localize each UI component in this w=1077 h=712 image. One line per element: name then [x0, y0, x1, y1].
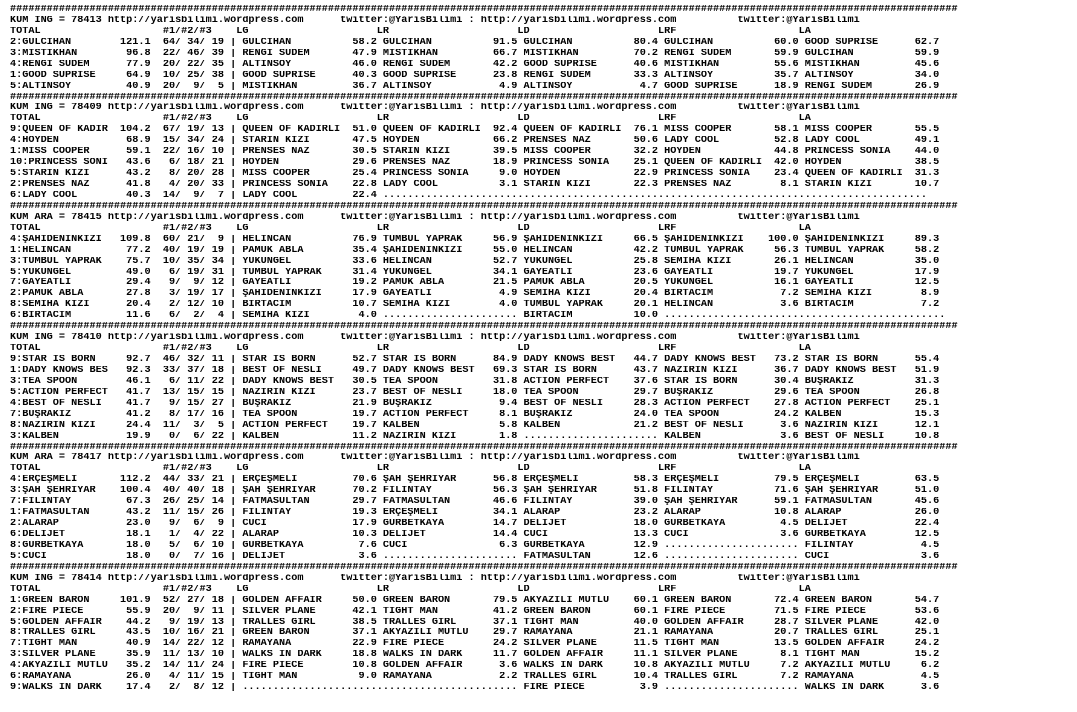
horse-row-line: 3:MISTIKHAN 96.8 22/ 46/ 39 | RENGİ SUDEM 47.9 MISTIKHAN 66.7 MISTIKHAN 70.2 RENGİ SUDEM 59.9 GÜLCİHAN 59.9: [10, 48, 940, 59]
horse-row-line: 8:SEMİHA KIZI 20.4 2/ 12/ 10 | BİRTACIM 10.7 SEMİHA KIZI 4.0 TUMBUL YAPRAK 20.1 HELİNCAN 3.6 BİRTACIM 7.2: [10, 300, 940, 311]
horse-row-line: 2:ALARAP 23.0 9/ 6/ 9 | CUCİ 17.9 GURBETKAYA 14.7 DELİJET 18.0 GURBETKAYA 4.5 DELİJET 22.4: [10, 519, 940, 530]
horse-row-line: 3:SILVER PLANE 35.9 11/ 13/ 10 | WALKS IN DARK 18.8 WALKS IN DARK 11.7 GOLDEN AFFAIR 11.1 SILVER PLANE 8.1 TIGHT MAN 15.2: [10, 650, 940, 661]
horse-row-line: 2:PAMUK ABLA 27.8 3/ 19/ 17 | ŞAHİDENİNKIZI 17.9 GAYEATLI 4.9 SEMİHA KIZI 20.4 BİRTACIM 7.2 SEMİHA KIZI 8.9: [10, 289, 940, 300]
horse-row-line: 5:YÜKÜNGEL 49.0 6/ 19/ 31 | TUMBUL YAPRAK 31.4 YÜKÜNGEL 34.1 GAYEATLI 23.6 GAYEATLI 19.7 YÜKÜNGEL 17.9: [10, 267, 940, 278]
column-header-line: TOTAL #1/#2/#3 LG LR LD LRF LA: [10, 223, 811, 234]
separator-line: ###########################################################################################################################################################: [10, 442, 958, 453]
horse-row-line: 7:GAYEATLI 29.4 9/ 9/ 12 | GAYEATLI 19.2 PAMUK ABLA 21.5 PAMUK ABLA 20.5 YÜKÜNGEL 16.1 GAYEATLI 12.5: [10, 278, 940, 289]
race-header-line: KUM ING = 78409 http://yarisbilimi.wordpress.com twitter:@YarisBilimi : http://yarisbilimi.wordpress.com twitter:@YarisBilimi: [10, 103, 860, 114]
horse-row-line: 7:BUŞRAKIZ 41.2 8/ 17/ 16 | TEA SPOON 19.7 ACTION PERFECT 8.1 BUŞRAKIZ 24.0 TEA SPOON 24.2 KALBEN 15.3: [10, 409, 940, 420]
column-header-line: TOTAL #1/#2/#3 LG LR LD LRF LA: [10, 114, 811, 125]
horse-row-line: 4:AKYAZILI MUTLU 35.2 14/ 11/ 24 | FIRE PIECE 10.8 GOLDEN AFFAIR 3.6 WALKS IN DARK 10.8 AKYAZILI MUTLU 7.2 AKYAZILI MUTLU 6.2: [10, 661, 940, 672]
separator-line: ###########################################################################################################################################################: [10, 201, 958, 212]
horse-row-line: 9:WALKS IN DARK 17.4 2/ 8/ 12 | ............................................. FIRE PIECE 3.9 ...................... WALKS IN DARK 3.6: [10, 683, 940, 694]
horse-row-line: 5:GOLDEN AFFAIR 44.2 9/ 19/ 13 | TRALLES GIRL 38.5 TRALLES GIRL 37.1 TIGHT MAN 40.0 GOLDEN AFFAIR 28.7 SILVER PLANE 42.0: [10, 617, 940, 628]
horse-row-line: 3:TUMBUL YAPRAK 75.7 10/ 35/ 34 | YÜKÜNGEL 33.6 HELİNCAN 52.7 YÜKÜNGEL 25.8 SEMİHA KIZI 26.1 HELİNCAN 35.0: [10, 256, 940, 267]
horse-row-line: 1:HELİNCAN 77.2 40/ 19/ 19 | PAMUK ABLA 35.4 ŞAHİDENİNKIZI 55.0 HELİNCAN 42.2 TUMBUL YAPRAK 56.3 TUMBUL YAPRAK 58.2: [10, 245, 940, 256]
horse-row-line: 6:RAMAYANA 26.0 4/ 11/ 15 | TIGHT MAN 9.0 RAMAYANA 2.2 TRALLES GIRL 10.4 TRALLES GIRL 7.2 RAMAYANA 4.5: [10, 672, 940, 683]
separator-line: ###########################################################################################################################################################: [10, 562, 958, 573]
race-header-line: KUM ING = 78413 http://yarisbilimi.wordpress.com twitter:@YarisBilimi : http://yarisbilimi.wordpress.com twitter:@YarisBilimi: [10, 15, 860, 26]
horse-row-line: 4:BEST OF NESLİ 41.7 9/ 15/ 27 | BUŞRAKIZ 21.9 BUŞRAKIZ 9.4 BEST OF NESLİ 28.3 ACTION PERFECT 27.8 ACTION PERFECT 25.1: [10, 398, 940, 409]
horse-row-line: 1:GREEN BARON 101.9 52/ 27/ 18 | GOLDEN AFFAIR 50.0 GREEN BARON 79.5 AKYAZILI MUTLU 60.1 GREEN BARON 72.4 GREEN BARON 54.7: [10, 595, 940, 606]
separator-line: ###########################################################################################################################################################: [10, 322, 958, 333]
horse-row-line: 4:HOYDEN 68.9 15/ 34/ 24 | STARIN KIZI 47.5 HOYDEN 66.2 PRENSES NAZ 50.6 LADY COOL 52.8 LADY COOL 49.1: [10, 136, 940, 147]
horse-row-line: 8:GURBETKAYA 18.0 5/ 6/ 10 | GURBETKAYA 7.6 CUCİ 6.3 GURBETKAYA 12.9 ...................... FİLİNTAY 4.5: [10, 540, 940, 551]
horse-row-line: 4:ŞAHİDENİNKIZI 109.8 60/ 21/ 9 | HELİNCAN 76.9 TUMBUL YAPRAK 56.9 ŞAHİDENİNKIZI 66.5 ŞAHİDENİNKIZI 100.0 ŞAHİDENİNKIZI 89.3: [10, 234, 940, 245]
separator-line: ###########################################################################################################################################################: [10, 5, 958, 15]
horse-row-line: 2:PRENSES NAZ 41.8 4/ 20/ 33 | PRINCESS SONIA 22.8 LADY COOL 3.1 STARIN KIZI 22.3 PRENSES NAZ 8.1 STARIN KIZI 10.7: [10, 180, 940, 190]
horse-row-line: 3:KALBEN 19.9 0/ 6/ 22 | KALBEN 11.2 NAZIRIN KIZI 1.8 ...................... KALBEN 3.6 BEST OF NESLİ 10.8: [10, 431, 940, 442]
column-header-line: TOTAL #1/#2/#3 LG LR LD LRF LA: [10, 344, 811, 355]
horse-row-line: 7:TIGHT MAN 40.9 14/ 22/ 12 | RAMAYANA 22.9 FIRE PIECE 24.2 SILVER PLANE 11.5 TIGHT MAN 13.5 GOLDEN AFFAIR 24.2: [10, 639, 940, 650]
horse-row-line: 9:STAR IS BORN 92.7 46/ 32/ 11 | STAR IS BORN 52.7 STAR IS BORN 84.9 DADY KNOWS BEST 44.7 DADY KNOWS BEST 73.2 STAR IS BORN 55.4: [10, 355, 940, 365]
horse-row-line: 6:LADY COOL 40.3 14/ 9/ 7 | LADY COOL 22.4 .........................................................................................: [10, 190, 928, 201]
horse-row-line: 1:DADY KNOWS BES 92.3 33/ 37/ 18 | BEST OF NESLİ 49.7 DADY KNOWS BEST 69.3 STAR IS BORN 43.7 NAZIRIN KIZI 36.7 DADY KNOWS BEST 51.9: [10, 365, 940, 376]
handicap-report-text: [10, 5, 1077, 694]
horse-row-line: 3:ŞAH ŞEHRİYAR 100.4 40/ 40/ 18 | ŞAH ŞEHRİYAR 70.2 FİLİNTAY 56.3 ŞAH ŞEHRİYAR 51.8 FİLİNTAY 71.6 ŞAH ŞEHRİYAR 51.0: [10, 486, 940, 497]
horse-row-line: 5:STARIN KIZI 43.2 8/ 20/ 28 | MISS COOPER 25.4 PRINCESS SONIA 9.0 HOYDEN 22.9 PRINCESS SONIA 23.4 QUEEN OF KADİRLİ 31.3: [10, 169, 940, 180]
horse-row-line: 3:TEA SPOON 46.1 6/ 11/ 22 | DADY KNOWS BEST 30.5 TEA SPOON 31.8 ACTION PERFECT 37.6 STAR IS BORN 30.4 BUŞRAKIZ 31.3: [10, 376, 940, 387]
horse-row-line: 10:PRINCESS SONI 43.6 6/ 18/ 21 | HOYDEN 29.6 PRENSES NAZ 18.9 PRINCESS SONIA 25.1 QUEEN OF KADİRLİ 42.0 HOYDEN 38.5: [10, 158, 940, 169]
horse-row-line: 6:DELİJET 18.1 1/ 4/ 22 | ALARAP 10.3 DELİJET 14.4 CUCİ 13.3 CUCİ 3.6 GURBETKAYA 12.5: [10, 530, 940, 540]
horse-row-line: 9:QUEEN OF KADİR 104.2 67/ 19/ 13 | QUEEN OF KADİRLİ 51.0 QUEEN OF KADİRLİ 92.4 QUEEN OF KADİRLİ 76.1 MISS COOPER 58.1 MISS COOPER 55.5: [10, 125, 940, 136]
column-header-line: TOTAL #1/#2/#3 LG LR LD LRF LA: [10, 584, 811, 595]
horse-row-line: 5:ACTION PERFECT 41.7 13/ 15/ 15 | NAZIRIN KIZI 23.7 BEST OF NESLİ 18.0 TEA SPOON 29.7 BUŞRAKIZ 29.6 TEA SPOON 26.8: [10, 387, 940, 398]
horse-row-line: 4:RENGİ SUDEM 77.9 20/ 22/ 35 | ALTINSOY 46.0 RENGİ SUDEM 42.2 GOOD SUPRISE 40.6 MISTIKHAN 55.6 MISTIKHAN 45.6: [10, 59, 940, 70]
horse-row-line: 6:BİRTACIM 11.6 6/ 2/ 4 | SEMİHA KIZI 4.0 ...................... BİRTACIM 10.0 ..............................................: [10, 311, 946, 322]
horse-row-line: 1:FATMASULTAN 43.2 11/ 15/ 26 | FİLİNTAY 19.3 ERÇEŞMELİ 34.1 ALARAP 23.2 ALARAP 10.8 ALARAP 26.0: [10, 508, 940, 519]
race-header-line: KUM ARA = 78417 http://yarisbilimi.wordpress.com twitter:@YarisBilimi : http://yarisbilimi.wordpress.com twitter:@YarisBilimi: [10, 453, 860, 464]
race-header-line: KUM ING = 78410 http://yarisbilimi.wordpress.com twitter:@YarisBilimi : http://yarisbilimi.wordpress.com twitter:@YarisBilimi: [10, 333, 860, 344]
horse-row-line: 5:CUCİ 18.0 0/ 7/ 16 | DELİJET 3.6 ...................... FATMASULTAN 12.6 ...................... CUCİ 3.6: [10, 551, 940, 562]
horse-row-line: 1:GOOD SUPRISE 64.9 10/ 25/ 38 | GOOD SUPRISE 40.3 GOOD SUPRISE 23.8 RENGİ SUDEM 33.3 ALTINSOY 35.7 ALTINSOY 34.0: [10, 70, 940, 81]
race-header-line: KUM ARA = 78415 http://yarisbilimi.wordpress.com twitter:@YarisBilimi : http://yarisbilimi.wordpress.com twitter:@YarisBilimi: [10, 212, 860, 223]
horse-row-line: 2:GÜLCİHAN 121.1 64/ 34/ 19 | GÜLCİHAN 58.2 GÜLCİHAN 91.5 GÜLCİHAN 80.4 GÜLCİHAN 60.0 GOOD SUPRISE 62.7: [10, 37, 940, 48]
race-header-line: KUM ING = 78414 http://yarisbilimi.wordpress.com twitter:@YarisBilimi : http://yarisbilimi.wordpress.com twitter:@YarisBilimi: [10, 573, 860, 584]
separator-line: ###########################################################################################################################################################: [10, 92, 958, 103]
horse-row-line: 2:FIRE PIECE 55.9 20/ 9/ 11 | SILVER PLANE 42.1 TIGHT MAN 41.2 GREEN BARON 60.1 FIRE PIECE 71.5 FIRE PIECE 53.6: [10, 606, 940, 617]
horse-row-line: 4:ERÇEŞMELİ 112.2 44/ 33/ 21 | ERÇEŞMELİ 70.6 ŞAH ŞEHRİYAR 56.8 ERÇEŞMELİ 58.3 ERÇEŞMELİ 79.5 ERÇEŞMELİ 63.5: [10, 475, 940, 486]
column-header-line: TOTAL #1/#2/#3 LG LR LD LRF LA: [10, 464, 811, 475]
horse-row-line: 8:TRALLES GIRL 43.5 10/ 16/ 21 | GREEN BARON 37.1 AKYAZILI MUTLU 29.7 RAMAYANA 21.1 RAMAYANA 20.7 TRALLES GIRL 25.1: [10, 628, 940, 639]
horse-row-line: 5:ALTINSOY 40.9 20/ 9/ 5 | MISTIKHAN 36.7 ALTINSOY 4.9 ALTINSOY 4.7 GOOD SUPRISE 18.9 RENGİ SUDEM 26.9: [10, 81, 940, 92]
horse-row-line: 7:FİLİNTAY 67.3 26/ 25/ 14 | FATMASULTAN 29.7 FATMASULTAN 46.6 FİLİNTAY 39.0 ŞAH ŞEHRİYAR 59.1 FATMASULTAN 45.6: [10, 497, 940, 508]
horse-row-line: 8:NAZIRIN KIZI 24.4 11/ 3/ 5 | ACTION PERFECT 19.7 KALBEN 5.8 KALBEN 21.2 BEST OF NESLİ 3.6 NAZIRIN KIZI 12.1: [10, 420, 940, 431]
horse-row-line: 1:MISS COOPER 59.1 22/ 16/ 10 | PRENSES NAZ 30.5 STARIN KIZI 39.5 MISS COOPER 32.2 HOYDEN 44.8 PRINCESS SONIA 44.0: [10, 147, 940, 158]
column-header-line: TOTAL #1/#2/#3 LG LR LD LRF LA: [10, 26, 811, 37]
